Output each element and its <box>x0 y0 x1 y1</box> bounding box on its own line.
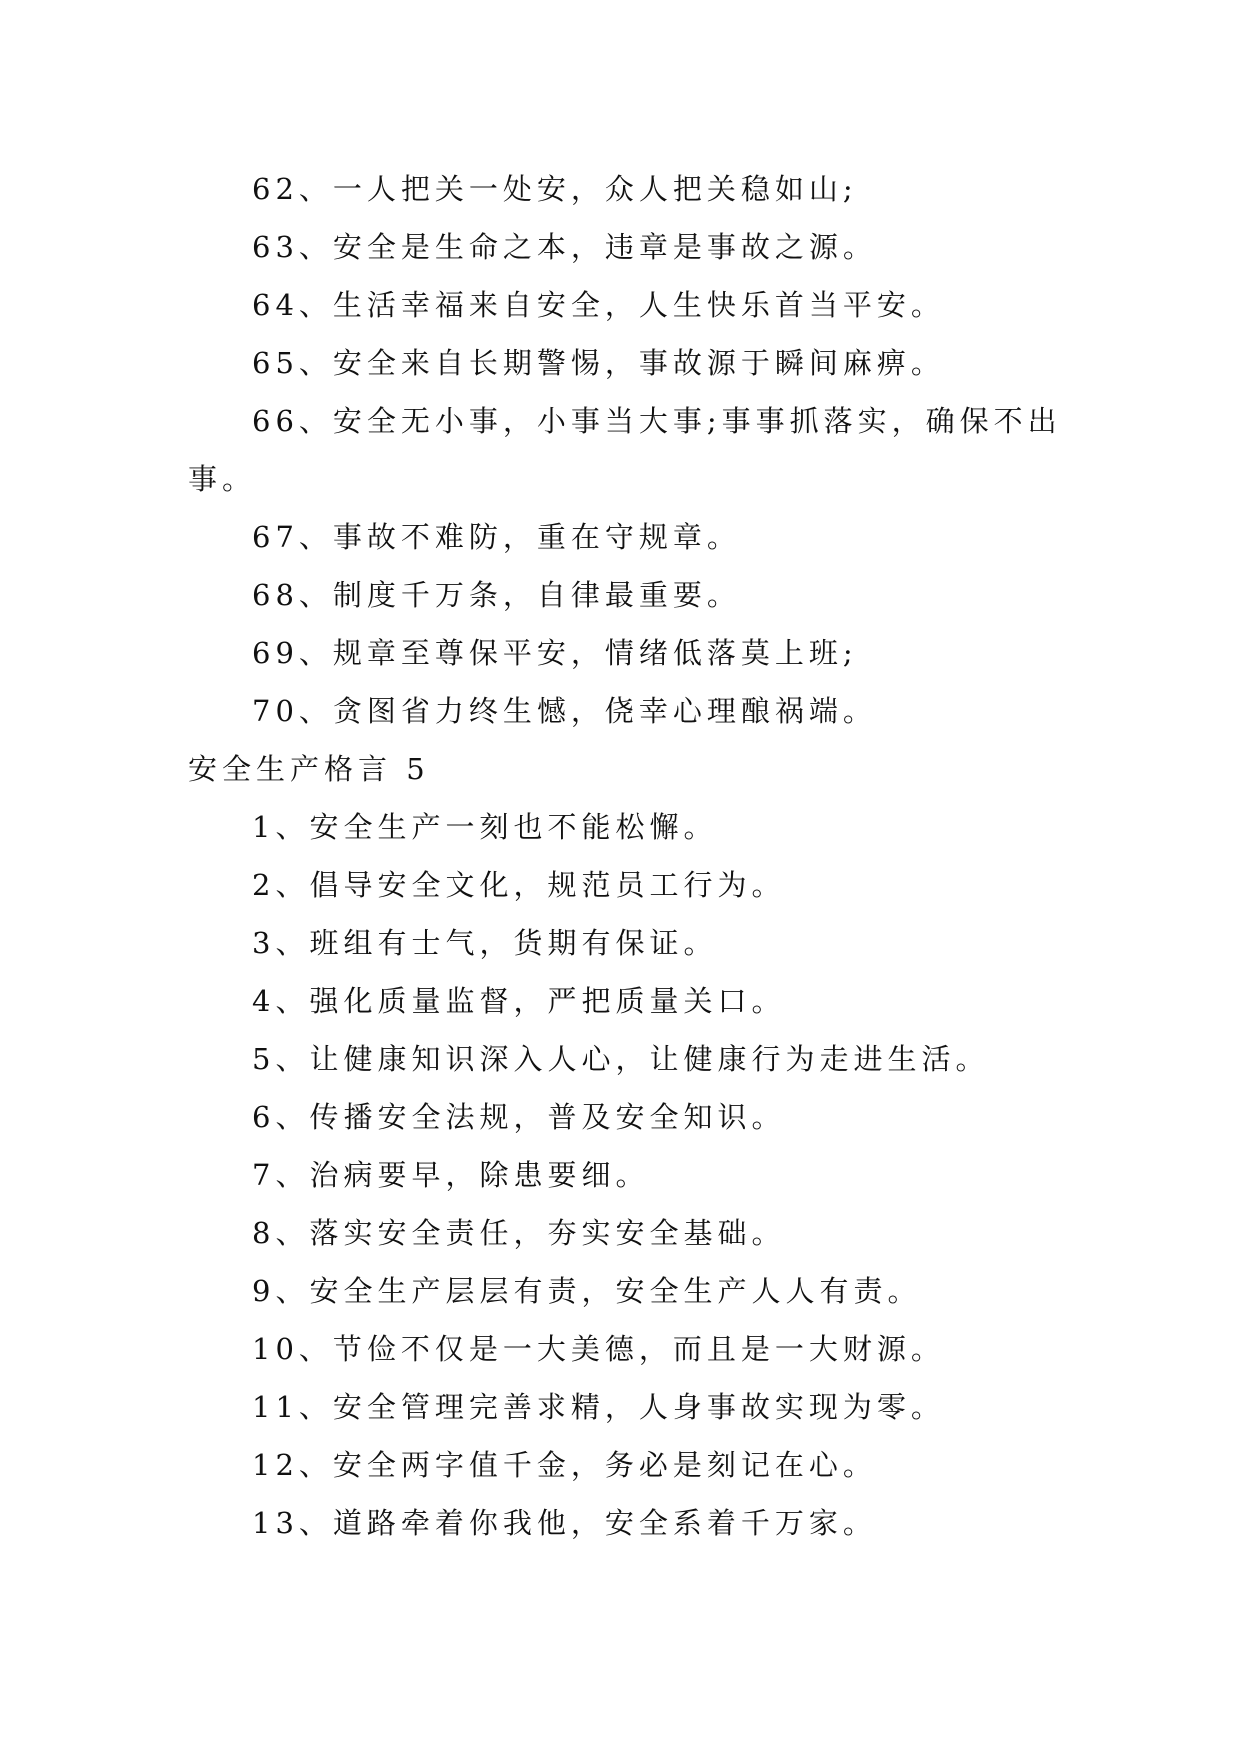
list-item: 4、强化质量监督，严把质量关口。 <box>252 984 786 1018</box>
list-item: 12、安全两字值千金，务必是刻记在心。 <box>252 1448 877 1482</box>
list-item: 64、生活幸福来自安全，人生快乐首当平安。 <box>252 288 945 322</box>
list-item: 11、安全管理完善求精，人身事故实现为零。 <box>252 1390 945 1424</box>
list-item: 1、安全生产一刻也不能松懈。 <box>252 810 718 844</box>
list-item-wrapped-start: 66、安全无小事，小事当大事;事事抓落实，确保不出 <box>252 404 1062 438</box>
list-item: 13、道路牵着你我他，安全系着千万家。 <box>252 1506 877 1540</box>
list-item: 6、传播安全法规，普及安全知识。 <box>252 1100 786 1134</box>
list-item: 3、班组有士气，货期有保证。 <box>252 926 718 960</box>
list-item: 65、安全来自长期警惕，事故源于瞬间麻痹。 <box>252 346 945 380</box>
list-item: 63、安全是生命之本，违章是事故之源。 <box>252 230 877 264</box>
section-heading: 安全生产格言 5 <box>188 752 430 786</box>
list-item: 10、节俭不仅是一大美德，而且是一大财源。 <box>252 1332 945 1366</box>
list-item: 7、治病要早，除患要细。 <box>252 1158 650 1192</box>
list-item: 67、事故不难防，重在守规章。 <box>252 520 741 554</box>
list-item: 69、规章至尊保平安，情绪低落莫上班; <box>252 636 858 670</box>
list-item-wrapped-end: 事。 <box>188 462 257 496</box>
document-body <box>188 160 1068 1552</box>
list-item: 9、安全生产层层有责，安全生产人人有责。 <box>252 1274 922 1308</box>
list-item: 62、一人把关一处安，众人把关稳如山; <box>252 172 858 206</box>
list-item: 8、落实安全责任，夯实安全基础。 <box>252 1216 786 1250</box>
list-item: 5、让健康知识深入人心，让健康行为走进生活。 <box>252 1042 990 1076</box>
list-item: 68、制度千万条，自律最重要。 <box>252 578 741 612</box>
list-item: 70、贪图省力终生憾，侥幸心理酿祸端。 <box>252 694 877 728</box>
list-item: 2、倡导安全文化，规范员工行为。 <box>252 868 786 902</box>
